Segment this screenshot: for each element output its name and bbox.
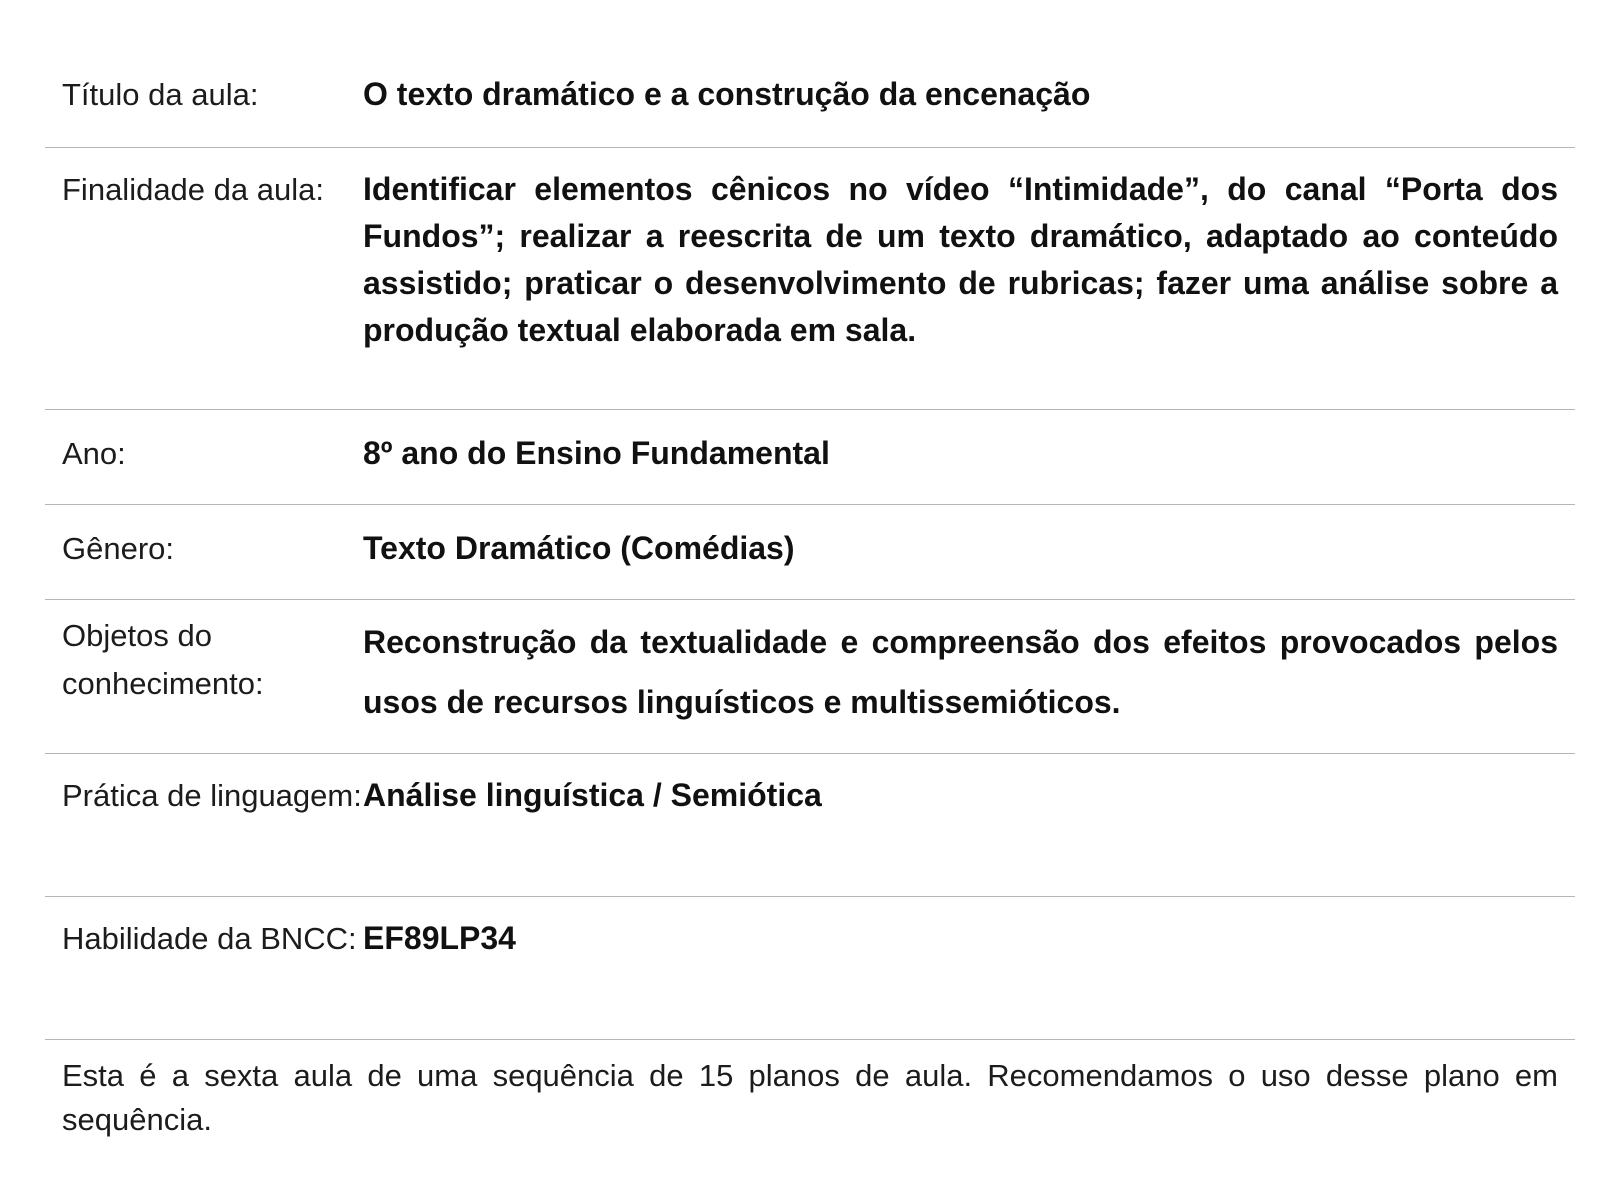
genre-value: Texto Dramático (Comédias) (363, 530, 795, 566)
lesson-purpose-label: Finalidade da aula: (62, 172, 324, 207)
language-practice-label: Prática de linguagem: (62, 778, 362, 813)
row-language-practice (45, 754, 1575, 897)
bncc-skill-label: Habilidade da BNCC: (62, 921, 357, 956)
row-knowledge-objects (45, 600, 1575, 754)
lesson-title-value: O texto dramático e a construção da encenação (363, 76, 1091, 112)
genre-label: Gênero: (62, 531, 175, 566)
sequence-note: Esta é a sexta aula de uma sequência de 15 planos de aula. Recomendamos o uso desse plano em sequência. (62, 1058, 1558, 1137)
row-school-year (45, 410, 1575, 505)
lesson-title-label: Título da aula: (62, 77, 259, 112)
row-lesson-title (45, 46, 1575, 148)
row-genre (45, 505, 1575, 600)
bncc-skill-value: EF89LP34 (363, 920, 516, 956)
lesson-purpose-value: Identificar elementos cênicos no vídeo “Intimidade”, do canal “Porta dos Fundos”; realizar a reescrita de um texto dramático, adaptado ao conteúdo assistido; praticar o desenvolvimento de rubricas; fazer uma análise sobre a produção textual elaborada em sala. (363, 171, 1558, 348)
row-lesson-purpose (45, 148, 1575, 410)
language-practice-value: Análise linguística / Semiótica (363, 777, 822, 813)
lesson-plan-table (45, 46, 1575, 1142)
knowledge-objects-value: Reconstrução da textualidade e compreensão dos efeitos provocados pelos usos de recursos linguísticos e multissemióticos. (363, 624, 1558, 720)
knowledge-objects-label: Objetos do conhecimento: (62, 618, 264, 701)
school-year-label: Ano: (62, 436, 126, 471)
school-year-value: 8º ano do Ensino Fundamental (363, 435, 830, 471)
row-bncc-skill (45, 897, 1575, 1040)
